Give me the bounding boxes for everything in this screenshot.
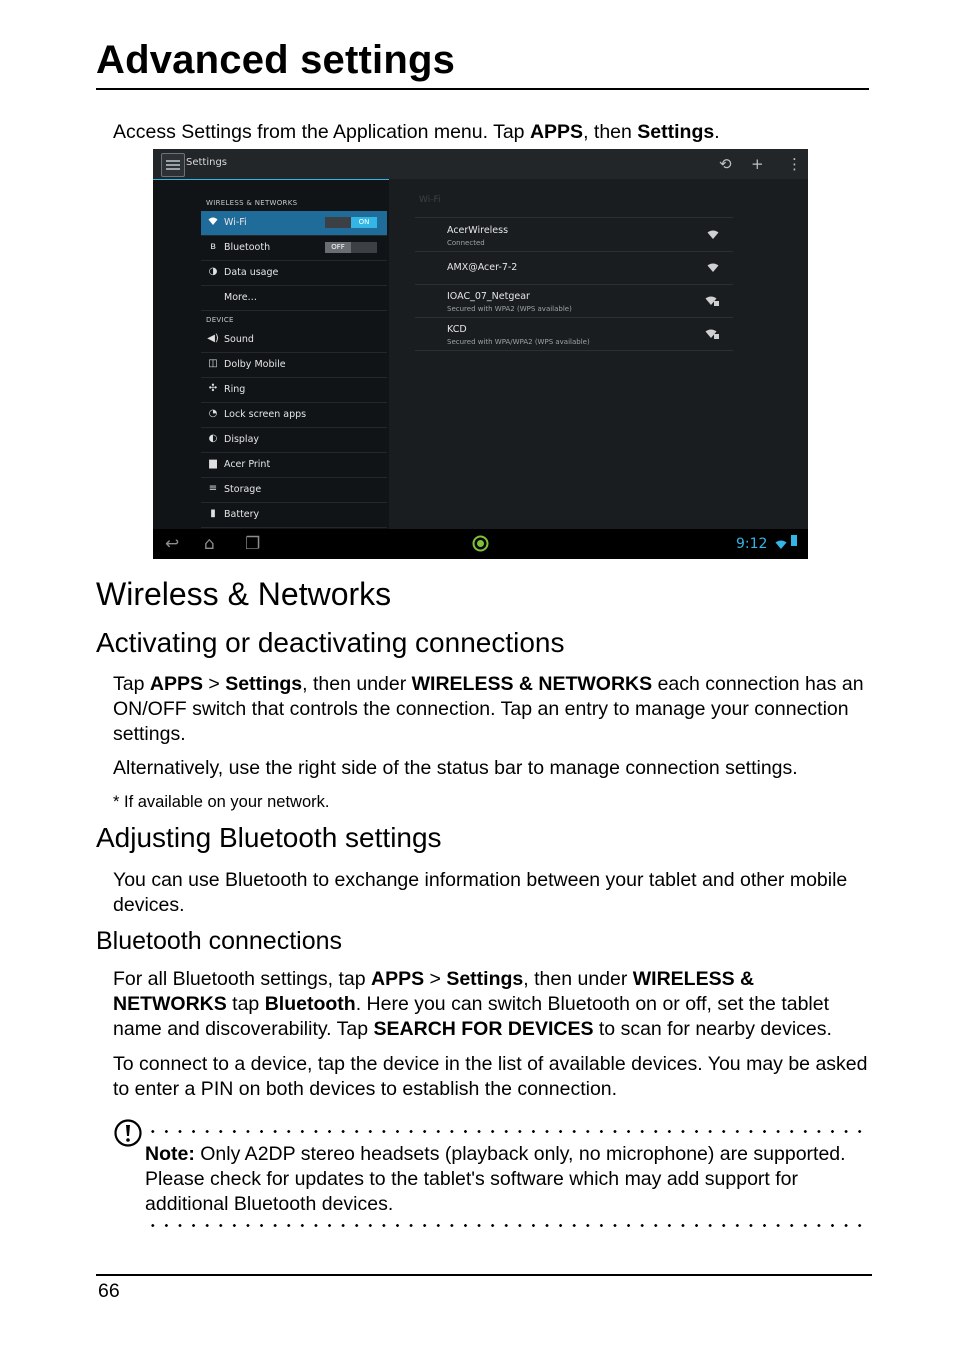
wifi-status-icon (775, 537, 787, 555)
wifi-icon (207, 216, 219, 229)
page-title: Advanced settings (96, 38, 456, 82)
network-status: Secured with WPA2 (WPS available) (447, 305, 572, 313)
settings-item-label: Storage (224, 484, 262, 495)
lock-screen-icon: ◔ (208, 408, 218, 419)
network-name: KCD (447, 324, 467, 335)
note-text: Note: Only A2DP stereo headsets (playback only, no microphone) are supported. Please check for updates to the tablet's software which may add support for additional Bluetooth devices. (145, 1143, 846, 1215)
settings-item-bluetooth[interactable] (201, 236, 387, 261)
section-wireless-networks: WIRELESS & NETWORKS (206, 199, 298, 207)
settings-item-acer-print[interactable] (201, 453, 387, 478)
battery-icon: ▮ (210, 508, 216, 519)
settings-item-display[interactable] (201, 428, 387, 453)
settings-item-label: Battery (224, 509, 260, 520)
settings-item-label: More… (224, 292, 258, 303)
settings-item-ring[interactable] (201, 378, 387, 403)
bluetooth-connections-paragraph: For all Bluetooth settings, tap APPS > Settings, then under WIRELESS & NETWORKS tap Bluetooth. Here you can switch Bluetooth on or off, set the tablet name and discoverability. Tap SEARCH FOR DEVICES to scan for nearby devices. (113, 968, 832, 1040)
settings-item-label: Data usage (224, 267, 279, 278)
status-clock: 9:12 (736, 536, 768, 552)
bluetooth-icon: ʙ (210, 241, 216, 252)
action-bar-title: Settings (186, 157, 228, 168)
apps-launcher-icon[interactable] (472, 535, 489, 557)
divider (415, 217, 733, 218)
network-row[interactable] (415, 318, 733, 351)
settings-item-label: Dolby Mobile (224, 359, 286, 370)
toggle-on-label: ON (351, 217, 377, 228)
dolby-icon: ◫ (208, 358, 218, 369)
toggle-off-label: OFF (325, 242, 351, 253)
printer-icon: ▆ (209, 458, 217, 469)
network-status: Connected (447, 239, 485, 247)
wifi-locked-icon (705, 293, 719, 311)
subsection-title-bluetooth: Adjusting Bluetooth settings (96, 822, 442, 853)
refresh-icon[interactable]: ⟲ (719, 155, 732, 173)
note-bottom-border (146, 1224, 870, 1227)
settings-item-label: Ring (224, 384, 246, 395)
bluetooth-toggle[interactable] (325, 242, 377, 253)
system-nav-bar (153, 529, 808, 559)
network-row[interactable] (415, 219, 733, 252)
back-icon[interactable]: ↩ (165, 534, 180, 554)
section-device: DEVICE (206, 316, 234, 324)
settings-item-more[interactable] (201, 286, 387, 311)
settings-item-label: Display (224, 434, 260, 445)
overflow-menu-icon[interactable]: ⋮ (787, 155, 802, 173)
title-rule (96, 88, 869, 90)
display-icon: ◐ (208, 433, 218, 444)
settings-item-battery[interactable] (201, 503, 387, 528)
settings-screenshot (153, 149, 808, 559)
settings-item-lock-screen[interactable] (201, 403, 387, 428)
wifi-locked-icon (705, 326, 719, 344)
subsection-title-bluetooth-connections: Bluetooth connections (96, 927, 343, 955)
connect-device-paragraph: To connect to a device, tap the device in the list of available devices. You may be asked to enter a PIN on both devices to establish the connection. (113, 1053, 868, 1100)
wifi-signal-icon (707, 227, 719, 245)
note-top-border (146, 1130, 870, 1133)
footnote: * If available on your network. (113, 793, 330, 811)
wifi-toggle[interactable] (325, 217, 377, 228)
settings-item-label: Acer Print (224, 459, 271, 470)
settings-item-sound[interactable] (201, 328, 387, 353)
wifi-signal-icon (707, 260, 719, 278)
data-usage-icon: ◑ (208, 266, 218, 277)
network-row[interactable] (415, 252, 733, 285)
wifi-pane-header: Wi-Fi (419, 195, 441, 205)
status-bar-paragraph: Alternatively, use the right side of the status bar to manage connection settings. (113, 757, 798, 779)
network-row[interactable] (415, 285, 733, 318)
settings-item-label: Bluetooth (224, 242, 271, 253)
section-title: Wireless & Networks (96, 576, 392, 612)
footer-rule (96, 1274, 872, 1276)
settings-item-wifi[interactable] (201, 211, 387, 236)
settings-item-label: Lock screen apps (224, 409, 307, 420)
ring-icon: ✣ (208, 383, 218, 394)
settings-item-label: Wi-Fi (224, 217, 247, 228)
settings-app-icon (161, 153, 185, 177)
connections-paragraph: Tap APPS > Settings, then under WIRELESS & NETWORKS each connection has an ON/OFF switch that controls the connection. Tap an entry to manage your connection settings. (113, 673, 864, 745)
battery-status-icon (791, 535, 797, 546)
home-icon[interactable]: ⌂ (204, 534, 215, 554)
network-name: IOAC_07_Netgear (447, 291, 530, 302)
network-name: AcerWireless (447, 225, 509, 236)
settings-item-label: Sound (224, 334, 254, 345)
add-icon[interactable]: + (751, 155, 764, 173)
storage-icon: ≡ (208, 483, 218, 494)
settings-item-dolby[interactable] (201, 353, 387, 378)
action-bar (153, 149, 808, 180)
subsection-title-connections: Activating or deactivating connections (96, 627, 565, 658)
sound-icon: ◀) (207, 333, 219, 344)
wifi-pane (389, 179, 808, 529)
intro-text: Access Settings from the Application menu. Tap APPS, then Settings. (113, 121, 720, 143)
network-name: AMX@Acer-7-2 (447, 262, 518, 273)
settings-item-data-usage[interactable] (201, 261, 387, 286)
settings-item-storage[interactable] (201, 478, 387, 503)
bluetooth-paragraph: You can use Bluetooth to exchange information between your tablet and other mobile devices. (113, 869, 848, 916)
network-status: Secured with WPA/WPA2 (WPS available) (447, 338, 590, 346)
recent-apps-icon[interactable]: ❐ (245, 534, 261, 554)
page-number: 66 (98, 1280, 120, 1302)
note-warning-icon (113, 1118, 143, 1153)
